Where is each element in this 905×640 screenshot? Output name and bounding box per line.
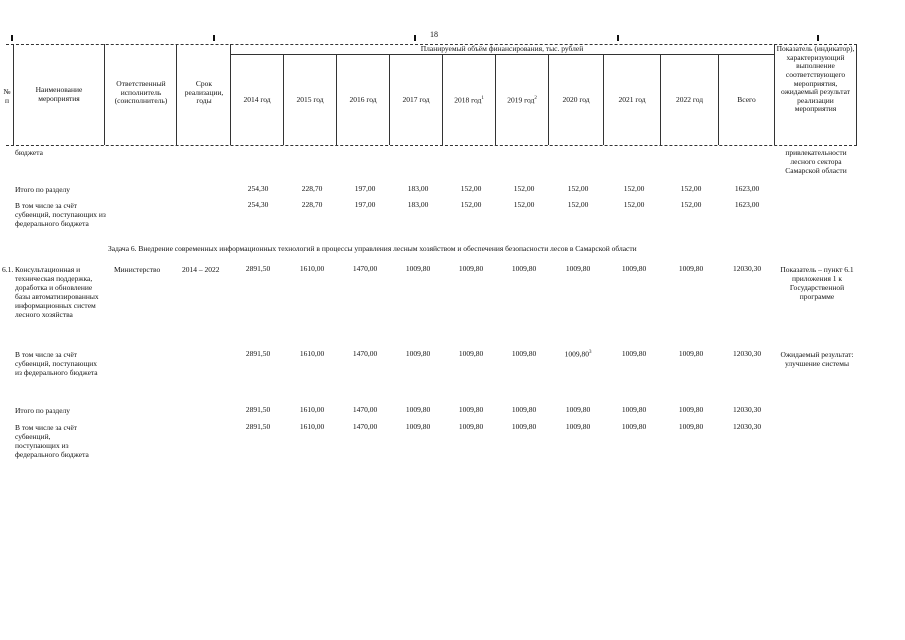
year-2020: 2020 год (562, 95, 590, 104)
header-indicator: Показатель (индикатор), характеризующий выполнение соответствующего мероприятия, ожидаемый результат реализации мероприятия (776, 44, 855, 114)
task-heading: Задача 6. Внедрение современных информационных технологий в процессы управления лесным хозяйством и обеспечения безопасности лесов в Самарской области (108, 244, 637, 253)
cell-2022: 152,00 (680, 184, 702, 193)
cell-2015: 228,70 (301, 184, 323, 193)
year-2017: 2017 год (402, 95, 430, 104)
cell-2014: 254,30 (247, 184, 269, 193)
cell-2018: 152,00 (460, 184, 482, 193)
mark-tick (817, 35, 819, 41)
mark-tick (617, 35, 619, 41)
page-number: 18 (430, 30, 438, 39)
cell-2020: 1009,80 (565, 422, 591, 431)
cell-2015: 1610,00 (299, 405, 325, 414)
year-2022: 2022 год (675, 95, 704, 104)
cell-2020: 152,00 (567, 184, 589, 193)
cell-2018: 152,00 (460, 200, 482, 209)
cell-2021: 152,00 (623, 184, 645, 193)
cell-2015: 1610,00 (299, 349, 325, 358)
cell-total: 1623,00 (734, 200, 760, 209)
year-2019: 2019 год (507, 95, 535, 105)
indicator-tail: привлекательности лесного сектора Самарской области (785, 148, 847, 175)
cell-2021: 1009,80 (621, 349, 647, 358)
cell-2014: 2891,50 (245, 264, 271, 273)
header-financing: Планируемый объём финансирования, тыс. рублей (420, 44, 584, 53)
cell-2021: 1009,80 (621, 264, 647, 273)
footnote-2: 2 (534, 96, 537, 101)
header-name: Наименование мероприятия (35, 85, 83, 103)
cell-2020: 152,00 (567, 200, 589, 209)
cell-2019: 1009,80 (511, 349, 537, 358)
cell-total: 12030,30 (732, 405, 762, 414)
year-2016: 2016 год (349, 95, 377, 104)
cell-2016: 197,00 (354, 184, 376, 193)
cell-total: 12030,30 (732, 349, 762, 358)
row-number: 6.1. (2, 265, 14, 274)
row-label: Консультационная и техническая поддержка, доработка и обновление базы автоматизированных информационных систем лесного хозяйства (15, 265, 99, 319)
cell-2016: 1470,00 (352, 264, 378, 273)
cell-2018: 1009,80 (458, 405, 484, 414)
year-total: Всего (737, 95, 756, 104)
cell-2014: 2891,50 (245, 405, 271, 414)
cell-2017: 1009,80 (405, 264, 431, 273)
cell-2014: 2891,50 (245, 422, 271, 431)
footnote-3: 3 (588, 350, 592, 355)
row-term: 2014 – 2022 (182, 265, 220, 274)
mark-tick (414, 35, 416, 41)
cell-2016: 1470,00 (352, 349, 378, 358)
cell-total: 1623,00 (734, 184, 760, 193)
cell-2019: 1009,80 (511, 422, 537, 431)
cell-2020: 1009,80 (565, 264, 591, 273)
row-label: В том числе за счёт субвенций, поступающих из федерального бюджета (15, 350, 98, 377)
cell-2017: 1009,80 (405, 422, 431, 431)
cell-2022: 1009,80 (678, 422, 704, 431)
cell-2020: 1009,80 (564, 349, 589, 359)
header-no: № п (3, 87, 11, 105)
year-2018: 2018 год (454, 95, 482, 105)
cell-2014: 2891,50 (245, 349, 271, 358)
cell-2021: 1009,80 (621, 405, 647, 414)
year-2021: 2021 год (618, 95, 646, 104)
name-tail: бюджета (15, 148, 43, 157)
mark-tick (11, 35, 13, 41)
cell-2019: 1009,80 (511, 405, 537, 414)
year-2015: 2015 год (296, 95, 324, 104)
footnote-1: 1 (481, 96, 484, 101)
cell-2019: 152,00 (513, 200, 535, 209)
cell-total: 12030,30 (732, 422, 762, 431)
cell-2019: 1009,80 (511, 264, 537, 273)
cell-2018: 1009,80 (458, 349, 484, 358)
cell-2021: 152,00 (623, 200, 645, 209)
cell-2015: 1610,00 (299, 264, 325, 273)
cell-2022: 1009,80 (678, 349, 704, 358)
cell-2022: 1009,80 (678, 264, 704, 273)
year-2014: 2014 год (243, 95, 271, 104)
cell-2016: 1470,00 (352, 405, 378, 414)
cell-2015: 228,70 (301, 200, 323, 209)
cell-2022: 152,00 (680, 200, 702, 209)
cell-2017: 183,00 (407, 200, 429, 209)
cell-2019: 152,00 (513, 184, 535, 193)
cell-2020: 1009,80 (565, 405, 591, 414)
mark-tick (213, 35, 215, 41)
cell-2016: 1470,00 (352, 422, 378, 431)
cell-2016: 197,00 (354, 200, 376, 209)
cell-2015: 1610,00 (299, 422, 325, 431)
cell-2017: 1009,80 (405, 405, 431, 414)
header-executor: Ответственный исполнитель (соисполнитель) (114, 79, 168, 106)
cell-2017: 1009,80 (405, 349, 431, 358)
cell-total: 12030,30 (732, 264, 762, 273)
row-label: Итого по разделу (15, 406, 71, 415)
row-executor: Министерство (114, 265, 161, 274)
header-term: Срок реализации, годы (184, 79, 224, 106)
cell-2014: 254,30 (247, 200, 269, 209)
row-indicator: Показатель – пункт 6.1 приложения 1 к Государственной программе (780, 265, 854, 301)
row-label: В том числе за счёт субвенций, поступающих из федерального бюджета (15, 201, 106, 228)
row-label: Итого по разделу (15, 185, 71, 194)
cell-2022: 1009,80 (678, 405, 704, 414)
cell-2021: 1009,80 (621, 422, 647, 431)
cell-2018: 1009,80 (458, 264, 484, 273)
cell-2017: 183,00 (407, 184, 429, 193)
row-label: В том числе за счёт субвенций, поступающих из федерального бюджета (15, 423, 89, 459)
cell-2018: 1009,80 (458, 422, 484, 431)
row-indicator: Ожидаемый результат: улучшение системы (780, 350, 854, 368)
